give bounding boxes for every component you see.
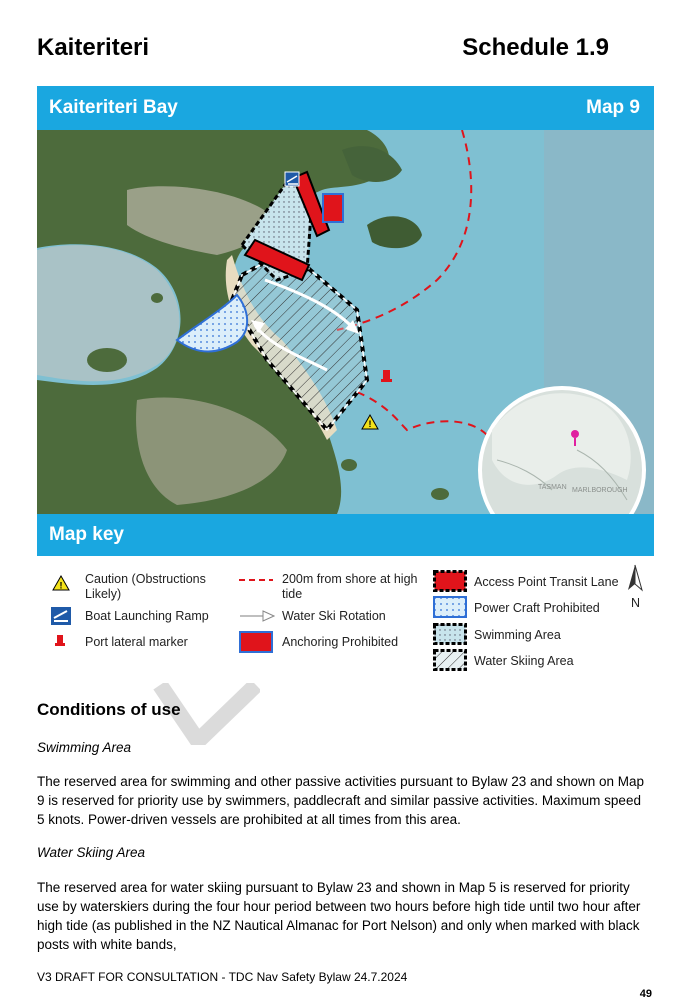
map-number: Map 9 [586, 97, 640, 118]
water-skiing-paragraph: The reserved area for water skiing pursuant to Bylaw 23 and shown in Map 5 is reserved for priority use by waterskiers during the four hour period between two hours before high tide until two hour after high tide (as published in the NZ Nautical Almanac for Port Nelson) and only when marked with black posts with white bands, [37, 880, 641, 952]
footer-text: V3 DRAFT FOR CONSULTATION - TDC Nav Safety Bylaw 24.7.2024 [37, 970, 408, 984]
inset-label-tasman: TASMAN [538, 484, 567, 491]
anchoring-swatch [239, 631, 273, 653]
dashed-line-icon [239, 576, 273, 584]
page-number: 49 [639, 988, 652, 1000]
page-header [37, 34, 609, 68]
legend-transit-lane: Access Point Transit Lane [474, 575, 619, 589]
transit-lane-swatch [433, 570, 467, 592]
conditions-heading: Conditions of use [37, 700, 181, 719]
legend-200m-line: 200m from shore at high tide [282, 572, 418, 601]
port-marker-icon [54, 634, 66, 648]
water-ski-swatch [433, 649, 467, 671]
map-key-bar [37, 514, 654, 556]
north-arrow-icon [623, 564, 647, 598]
boat-ramp-icon [50, 606, 72, 626]
svg-text:!: ! [368, 419, 372, 429]
legend-water-skiing: Water Skiing Area [474, 654, 574, 668]
legend-water-ski-rotation: Water Ski Rotation [282, 609, 386, 623]
arrow-icon [239, 610, 275, 622]
boat-ramp-symbol [285, 172, 299, 186]
page-title: Kaiteriteri [37, 34, 150, 61]
legend-caution: Caution (Obstructions Likely) [85, 572, 206, 601]
legend-boat-ramp: Boat Launching Ramp [85, 609, 209, 623]
power-craft-swatch [433, 596, 467, 618]
map-key-title: Map key [49, 524, 124, 545]
map-legend [37, 556, 654, 686]
north-label: N [631, 596, 641, 610]
map-figure [37, 86, 654, 686]
water-skiing-subheading: Water Skiing Area [37, 845, 146, 860]
map-title-bar [37, 86, 654, 130]
legend-power-craft: Power Craft Prohibited [474, 601, 600, 615]
inset-label-marlborough: MARLBOROUGH [572, 487, 628, 494]
legend-port-marker: Port lateral marker [85, 635, 188, 649]
legend-swimming: Swimming Area [474, 628, 561, 642]
svg-text:!: ! [59, 580, 63, 591]
caution-icon [52, 575, 70, 591]
swimming-paragraph: The reserved area for swimming and other passive activities pursuant to Bylaw 23 and shown on Map 9 is reserved for priority use by swimmers, paddlecraft and similar passive activities. Maximum speed 5 knots. Power-driven vessels are prohibited at all times from this area. [37, 774, 645, 827]
map-title: Kaiteriteri Bay [49, 97, 178, 118]
swimming-swatch [433, 623, 467, 645]
aerial-map [37, 130, 654, 514]
swimming-subheading: Swimming Area [37, 740, 132, 755]
schedule-label: Schedule 1.9 [462, 34, 609, 61]
legend-anchoring: Anchoring Prohibited [282, 635, 399, 649]
